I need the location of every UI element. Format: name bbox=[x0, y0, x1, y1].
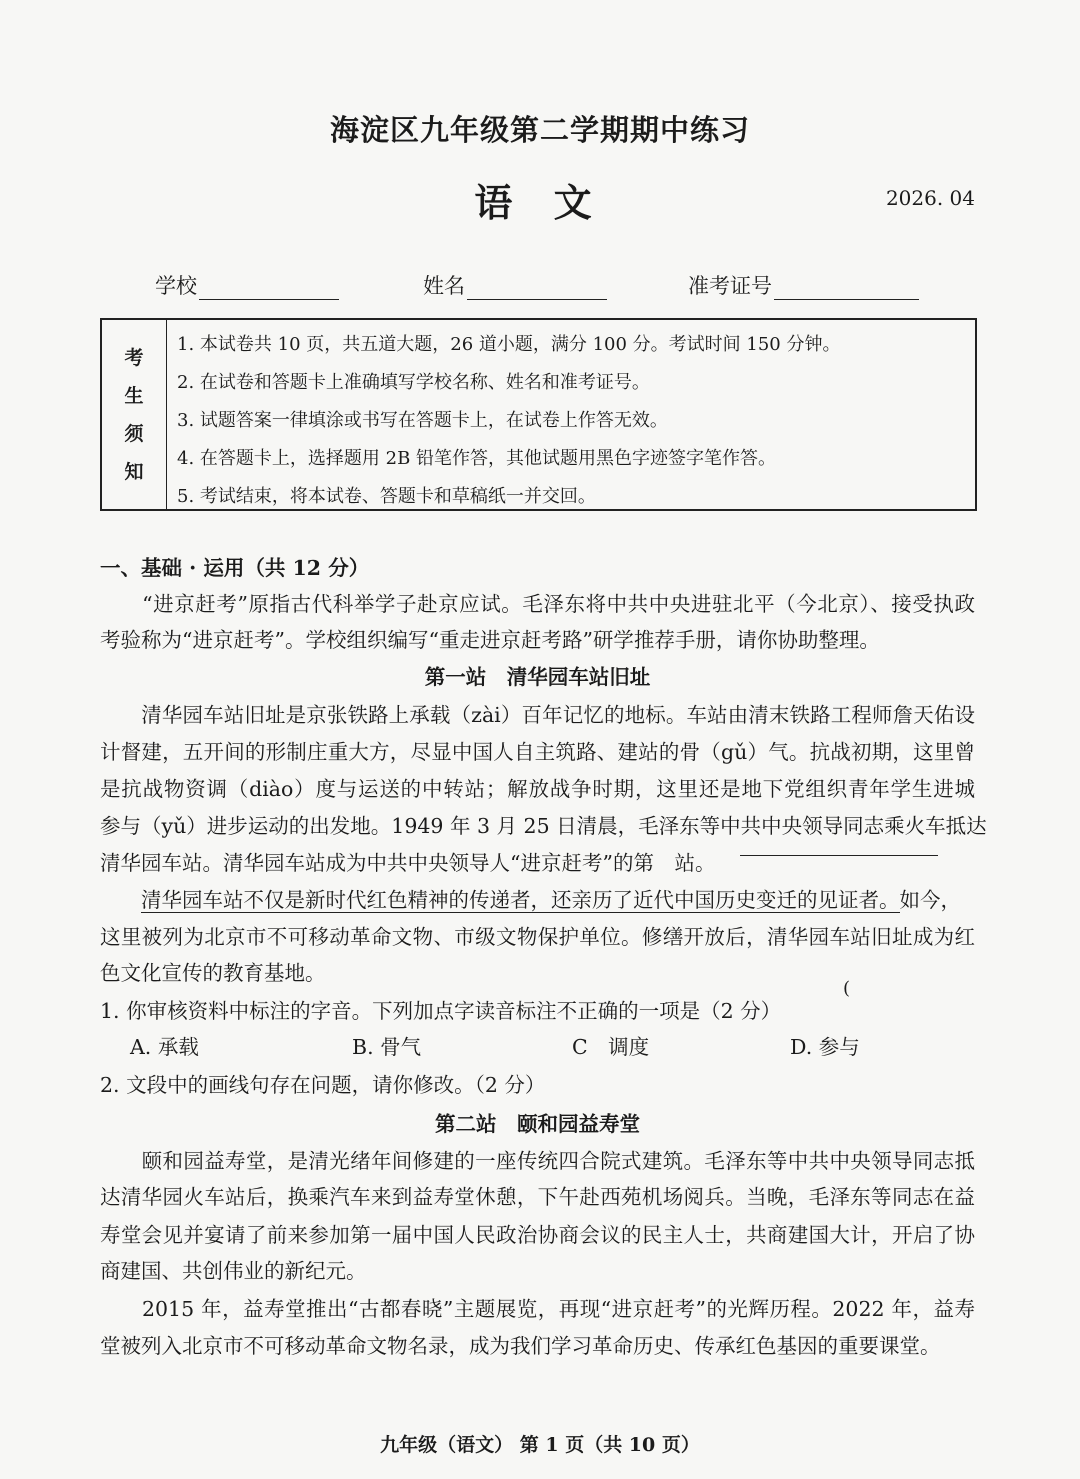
notice-char: 知 bbox=[124, 460, 144, 483]
exam-id-blank bbox=[774, 275, 919, 300]
notice-items bbox=[167, 320, 975, 509]
text-line: “进京赶考”原指古代科举学子赴京应试。毛泽东将中共中央进驻北平（今北京）、接受执政 bbox=[100, 592, 975, 616]
station2-title: 第二站 颐和园益寿堂 bbox=[435, 1112, 640, 1136]
school-label: 学校 bbox=[155, 274, 197, 298]
name-field bbox=[423, 270, 607, 300]
question-2: 2. 文段中的画线句存在问题，请你修改。（2 分） bbox=[100, 1073, 546, 1097]
section-heading: 一、基础 · 运用（共 12 分） bbox=[100, 556, 370, 580]
text-fragment: 如今， bbox=[899, 888, 961, 912]
notice-box bbox=[100, 318, 977, 511]
text-line: 色文化宣传的教育基地。 bbox=[100, 961, 326, 985]
underlined-sentence: 清华园车站不仅是新时代红色精神的传递者，还亲历了近代中国历史变迁的见证者。 bbox=[141, 888, 900, 912]
subject-title: 语 文 bbox=[474, 180, 606, 225]
text-line: 达清华园火车站后，换乘汽车来到益寿堂休憩，下午赴西苑机场阅兵。当晚，毛泽东等同志在益 bbox=[100, 1185, 975, 1209]
text-line: 是抗战物资调（diào）度与运送的中转站；解放战争时期，这里还是地下党组织青年学生进城 bbox=[100, 777, 975, 801]
school-field bbox=[155, 270, 339, 300]
notice-char: 考 bbox=[124, 346, 144, 369]
notice-item: 4. 在答题卡上，选择题用 2B 铅笔作答，其他试题用黑色字迹签字笔作答。 bbox=[177, 448, 777, 469]
exam-title: 海淀区九年级第二学期期中练习 bbox=[329, 113, 750, 147]
notice-char: 生 bbox=[124, 384, 144, 407]
station1-title: 第一站 清华园车站旧址 bbox=[424, 665, 651, 689]
notice-item: 3. 试题答案一律填涂或书写在答题卡上，在试卷上作答无效。 bbox=[177, 410, 668, 431]
text-line: 考验称为“进京赶考”。学校组织编写“重走进京赶考路”研学推荐手册，请你协助整理。 bbox=[100, 628, 880, 652]
text-line: 计督建，五开间的形制庄重大方，尽显中国人自主筑路、建站的骨（gǔ）气。抗战初期，这里曾 bbox=[100, 740, 975, 764]
notice-item: 2. 在试卷和答题卡上准确填写学校名称、姓名和准考证号。 bbox=[177, 372, 650, 393]
page-footer: 九年级（语文） 第 1 页（共 10 页） bbox=[380, 1434, 700, 1456]
exam-date: 2026. 04 bbox=[885, 186, 975, 210]
text-line: 这里被列为北京市不可移动革命文物、市级文物保护单位。修缮开放后，清华园车站旧址成为红 bbox=[100, 925, 975, 949]
option-c: C 调度 bbox=[572, 1035, 650, 1059]
text-line: 颐和园益寿堂，是清光绪年间修建的一座传统四合院式建筑。毛泽东等中共中央领导同志抵 bbox=[100, 1149, 975, 1173]
school-blank bbox=[199, 275, 339, 300]
name-label: 姓名 bbox=[423, 274, 465, 298]
answer-blank-line bbox=[740, 855, 938, 856]
exam-id-field bbox=[688, 270, 919, 300]
text-line bbox=[100, 883, 975, 913]
text-line: 寿堂会见并宴请了前来参加第一届中国人民政治协商会议的民主人士，共商建国大计，开启了协 bbox=[100, 1223, 975, 1247]
question-1: 1. 你审核资料中标注的字音。下列加点字读音标注不正确的一项是（2 分） bbox=[100, 999, 782, 1023]
exam-id-label: 准考证号 bbox=[688, 274, 772, 298]
option-d: D. 参与 bbox=[790, 1035, 860, 1059]
name-blank bbox=[467, 275, 607, 300]
text-line: 清华园车站旧址是京张铁路上承载（zài）百年记忆的地标。车站由清末铁路工程师詹天佑设 bbox=[100, 703, 975, 727]
text-line: 堂被列入北京市不可移动革命文物名录，成为我们学习革命历史、传承红色基因的重要课堂。 bbox=[100, 1334, 941, 1358]
text-line: 2015 年，益寿堂推出“古都春晓”主题展览，再现“进京赶考”的光辉历程。2022 年，益寿 bbox=[100, 1297, 975, 1321]
text-line: 清华园车站。清华园车站成为中共中央领导人“进京赶考”的第 站。 bbox=[100, 851, 716, 875]
text-line: 商建国、共创伟业的新纪元。 bbox=[100, 1259, 367, 1283]
option-a: A. 承载 bbox=[130, 1035, 199, 1059]
notice-item: 5. 考试结束，将本试卷、答题卡和草稿纸一并交回。 bbox=[177, 486, 596, 507]
notice-item: 1. 本试卷共 10 页，共五道大题，26 道小题，满分 100 分。考试时间 150 分钟。 bbox=[177, 334, 841, 355]
notice-char: 须 bbox=[124, 422, 144, 445]
text-line: 参与（yǔ）进步运动的出发地。1949 年 3 月 25 日清晨，毛泽东等中共中央领导同志乘火车抵达 bbox=[100, 814, 987, 838]
notice-side-label bbox=[102, 320, 167, 509]
answer-bracket: ( bbox=[843, 978, 851, 999]
option-b: B. 骨气 bbox=[352, 1035, 422, 1059]
